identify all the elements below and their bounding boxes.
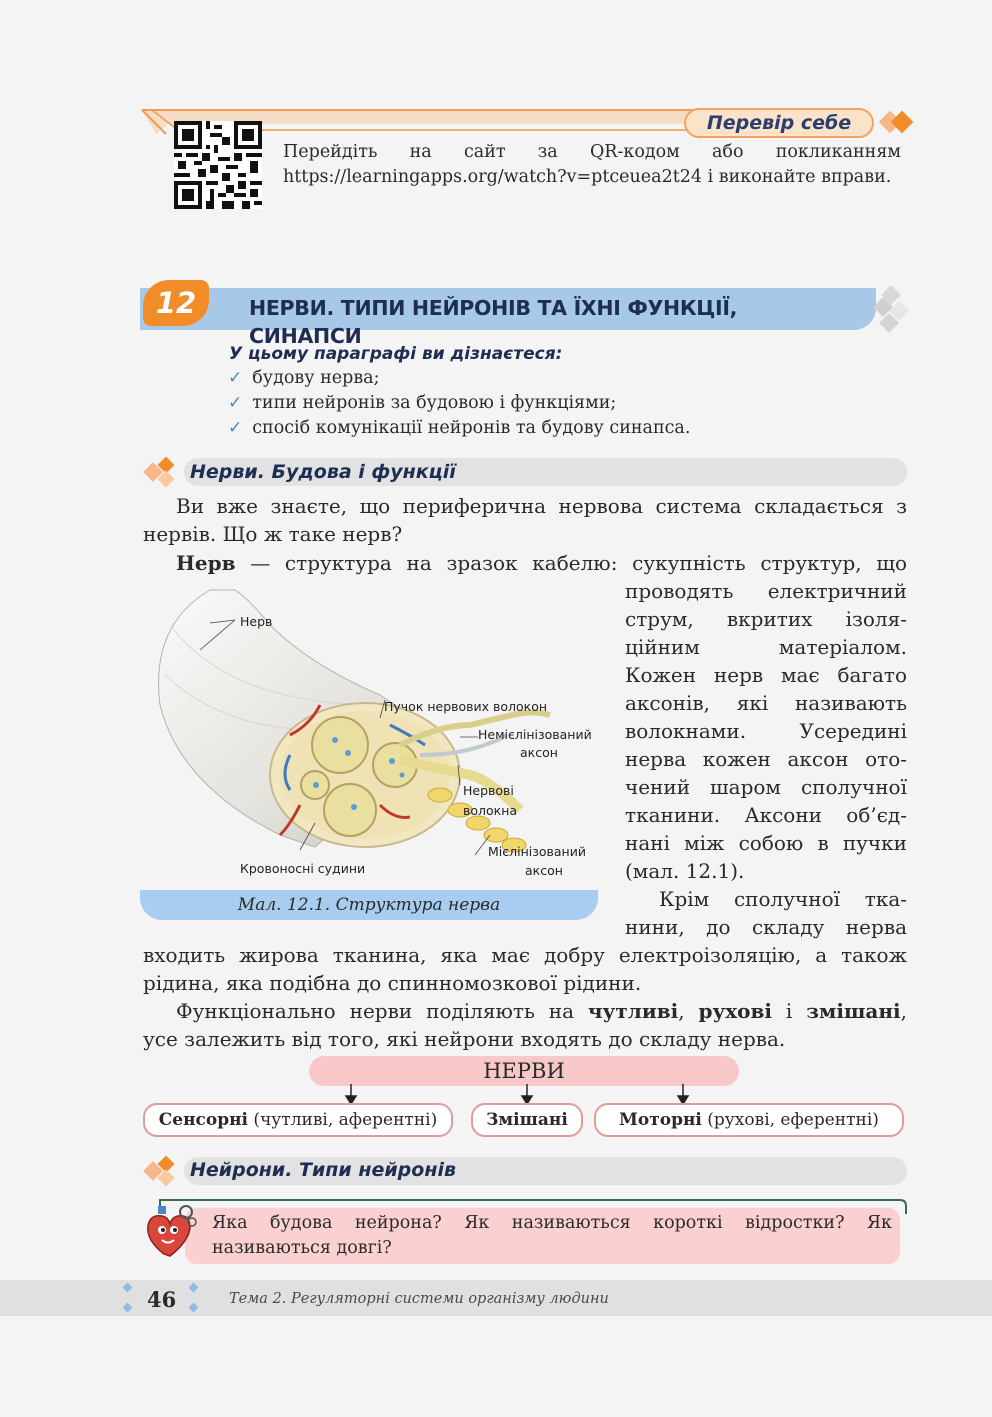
wrap-line: Кожен нерв має багато (625, 663, 907, 687)
checkmark-icon: ✓ (228, 368, 243, 388)
checkmark-icon: ✓ (228, 393, 243, 413)
label-myelinated: Мієлінізований (488, 844, 586, 859)
label-unmyelinated: Немієлінізований (478, 727, 592, 742)
section-number: 12 (143, 280, 209, 326)
section-diamonds-icon (872, 286, 912, 338)
wrap-line: чений шаром сполучної (625, 775, 907, 799)
page-number: 46 (147, 1287, 177, 1312)
wrap-line: Крім сполучної тка- (659, 887, 907, 911)
figure-caption: Мал. 12.1. Структура нерва (237, 895, 501, 915)
paragraph-line: рідина, яка подібна до спинномозкової рідини. (143, 971, 642, 995)
paragraph-line: Ви вже знаєте, що периферична нервова система складається з (176, 494, 907, 518)
label-unmyelinated: аксон (520, 745, 558, 760)
learn-item: ✓ типи нейронів за будовою і функціями; (228, 393, 617, 413)
paragraph-line: Нерв — структура на зразок кабелю: сукупність структур, що (176, 551, 907, 575)
wrap-line: нини, до складу нерва (625, 915, 907, 939)
learn-heading: У цьому параграфі ви дізнаєтеся: (229, 344, 563, 364)
qr-code[interactable] (174, 121, 262, 209)
footer-topic: Тема 2. Регуляторні системи організму людини (229, 1291, 609, 1307)
sensory-nerves: Сенсорні (чутливі, аферентні) (143, 1103, 453, 1137)
wrap-line: аксонів, які називають (625, 691, 907, 715)
label-fibers: Нервові (463, 783, 514, 798)
paragraph-line: входить жирова тканина, яка має добру електроізоляцію, а також (143, 943, 907, 967)
subsection-title: Нерви. Будова і функції (190, 461, 456, 483)
paragraph-line: усе залежить від того, які нейрони входять до складу нерва. (143, 1027, 786, 1051)
wrap-line: струм, вкритих ізоля- (625, 607, 907, 631)
section-title: НЕРВИ. ТИПИ НЕЙРОНІВ ТА ЇХНІ ФУНКЦІЇ, СИНАПСИ (249, 296, 738, 348)
motor-nerves: Моторні (рухові, еферентні) (594, 1103, 904, 1137)
diamond-bullet-icon (140, 456, 186, 490)
label-vessels: Кровоносні судини (240, 861, 366, 876)
label-myelinated: аксон (525, 863, 563, 878)
learn-item: ✓ будову нерва; (228, 368, 380, 388)
wrap-line: тканини. Аксони об’єд- (625, 803, 907, 827)
label-bundle: Пучок нервових волокон (384, 699, 548, 714)
wrap-line: нані між собою в пучки (625, 831, 907, 855)
heart-mascot-icon (140, 1202, 200, 1262)
wrap-line: волокнами. Усередині (625, 719, 907, 743)
wrap-line: (мал. 12.1). (625, 859, 745, 883)
wrap-line: проводять електричний (625, 579, 907, 603)
question-text: Яка будова нейрона? Як називаються короткі відростки? Як називаються довгі? (212, 1213, 892, 1258)
paragraph-line: нервів. Що ж таке нерв? (143, 522, 403, 546)
subsection-title: Нейрони. Типи нейронів (190, 1159, 456, 1181)
checkmark-icon: ✓ (228, 418, 243, 438)
mixed-nerves: Змішані (471, 1103, 583, 1137)
diagram-root: НЕРВИ (309, 1056, 739, 1086)
wrap-line: нерва кожен аксон ото- (625, 747, 907, 771)
label-fibers: волокна (463, 803, 518, 818)
check-instructions: Перейдіть на сайт за QR-кодом або покликанням https://learningapps.org/watch?v=ptceuea2t24 і виконайте вправи. (283, 142, 901, 187)
wrap-line: ційним матеріалом. (625, 635, 907, 659)
paragraph-line: Функціонально нерви поділяють на чутливі, рухові і змішані, (176, 999, 907, 1023)
term-nerve: Нерв (176, 551, 236, 575)
check-yourself-badge: Перевір себе (684, 108, 874, 138)
diamond-bullet-icon (140, 1155, 186, 1189)
label-nerve: Нерв (240, 614, 273, 629)
learn-item: ✓ спосіб комунікації нейронів та будову синапса. (228, 418, 691, 438)
